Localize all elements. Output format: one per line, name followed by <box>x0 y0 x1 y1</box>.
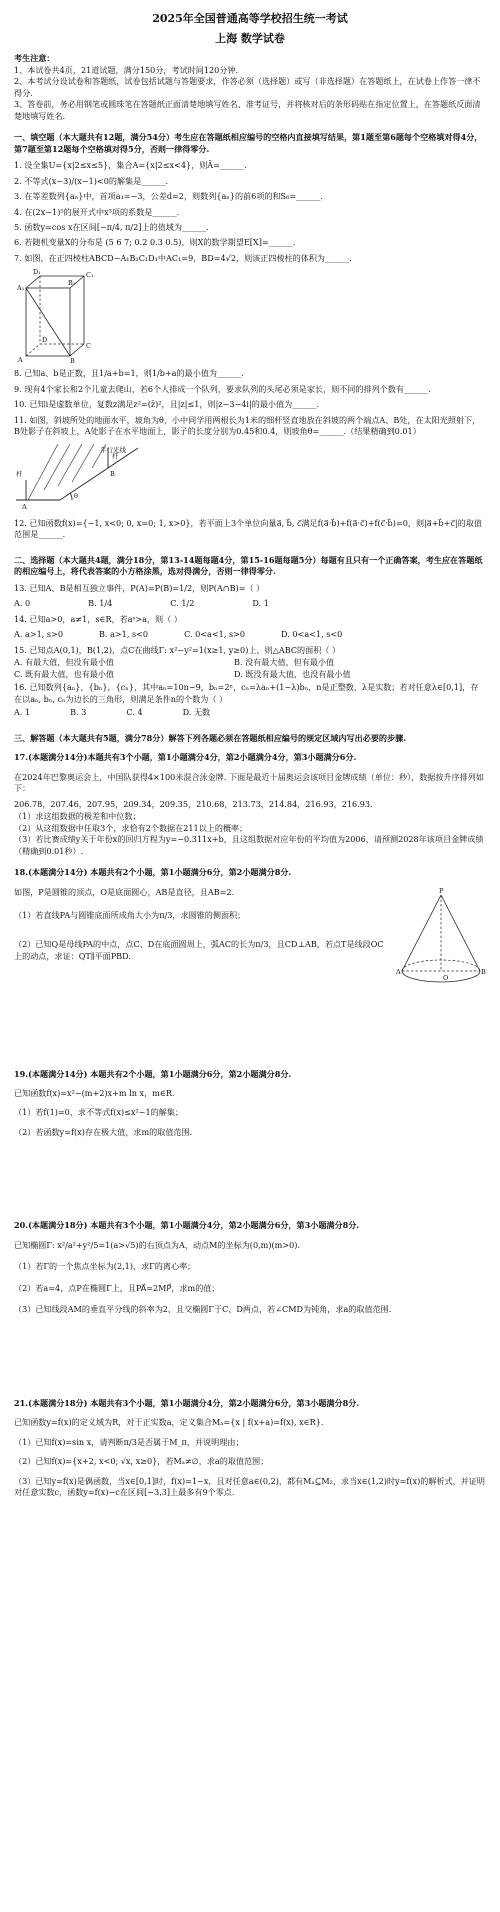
option: B. 1/4 <box>88 598 113 609</box>
prism-figure <box>14 268 94 364</box>
question-20-part2: （2）若a=4，点P在椭圆Γ上，且PA⃗=2MP⃗，求m的值； <box>14 1282 220 1293</box>
slope-figure <box>14 442 144 514</box>
question-14: 14. 已知a>0，a≠1，s∈R，若aˢ>a，则（ ） <box>14 613 182 624</box>
slope-label: 杆 <box>112 451 119 460</box>
question-19-part2: （2）若函数y=f(x)存在极大值，求m的取值范围. <box>14 1126 193 1137</box>
notice-heading: 考生注意： <box>14 53 55 64</box>
question-21-body: 已知函数y=f(x)的定义域为R，对于正实数a，定义集合Mₐ={x | f(x+a)=f(x), x∈R}. <box>14 1417 324 1428</box>
question-17-part3: （3）若比赛成绩y关于年份x的回归方程为y=−0.311x+b，且这组数据对应年份的平均值为2006，请预测2028年该项目金牌成绩（精确到0.01秒）. <box>14 834 484 856</box>
question-21-heading: 21.(本题满分18分) 本题共有3个小题，第1小题满分4分，第2小题满分6分，第3小题满分8分. <box>14 1397 360 1408</box>
question-18-body: 如图，P是圆锥的顶点，O是底面圆心，AB是直径，且AB=2. <box>14 886 235 897</box>
option: B. 3 <box>70 707 87 718</box>
option: D. 1 <box>252 598 269 609</box>
answer-space <box>14 1320 486 1390</box>
slope-label: 杆 <box>16 469 23 478</box>
option: C. 4 <box>126 707 143 718</box>
question-1: 1. 设全集U={x|2≤x≤5}，集合A={x|2≤x<4}，则Ā=______. <box>14 160 247 171</box>
question-18-part1: （1）若直线PA与圆锥底面所成角大小为π/3，求圆锥的侧面积； <box>14 909 246 920</box>
question-3: 3. 在等差数列{aₙ}中，首项a₁=−3，公差d=2，则数列{aₙ}的前6项的和S₆=______. <box>14 191 323 202</box>
prism-label: C <box>86 342 91 351</box>
question-20-body: 已知椭圆Γ: x²/a²+y²/5=1(a>√5)的右顶点为A，动点M的坐标为(0,m)(m>0). <box>14 1239 300 1250</box>
question-16: 16. 已知数列{aₙ}，{bₙ}，{cₙ}，其中aₙ=10n−9，bₙ=2ⁿ，cₙ=λaₙ+(1−λ)bₙ，n是正整数，λ是实数；若对任意λ∈[0,1]，存在以aₙ, bₙ, cₙ为边长的三角形，则满足条件n的个数为（ ） <box>14 682 479 704</box>
prism-label: D₁ <box>33 268 41 277</box>
question-18-part2: （2）已知Q是母线PA的中点，点C、D在底面圆周上，弧AC的长为π/3，且CD⊥AB，若点T是线段OC上的动点，求证：QT∥平面PBD. <box>14 939 384 961</box>
question-17-heading: 17.(本题满分14分)本题共有3个小题，第1小题满分4分，第2小题满分4分，第3小题满分6分. <box>14 752 357 763</box>
option: D. 既没有最大值，也没有最小值 <box>234 668 351 679</box>
question-20-part1: （1）若Γ的一个焦点坐标为(2,1)，求Γ的离心率； <box>14 1261 196 1272</box>
question-21-part2: （2）已知f(x)={x+2, x<0; √x, x≥0}，若Mₐ≠∅，求a的取值范围； <box>14 1456 269 1467</box>
cone-label: B <box>481 967 486 976</box>
answer-space <box>14 991 486 1061</box>
question-18-text <box>14 887 386 967</box>
option: B. 没有最大值，但有最小值 <box>234 657 335 668</box>
question-17-part2: （2）从这组数据中任取3个，求恰有2个数据在211以上的概率； <box>14 822 248 833</box>
question-7: 7. 如图，在正四棱柱ABCD−A₁B₁C₁D₁中AC₁=9，BD=4√2，则该正四棱柱的体积为______. <box>14 252 352 263</box>
prism-label: C₁ <box>86 271 94 280</box>
notice-line: 2、本考试分设试卷和答题纸，试卷包括试题与答题要求，作答必须（选择题）或写（非选择题）在答题纸上，在试卷上作答一律不得分. <box>14 76 481 98</box>
question-19-heading: 19.(本题满分14分) 本题共有2个小题，第1小题满分6分，第2小题满分8分. <box>14 1068 292 1079</box>
question-13: 13. 已知A、B是相互独立事件，P(A)=P(B)=1/2，则P(A∩B)=（ ） <box>14 582 265 593</box>
slope-label: 平行光线 <box>100 445 126 454</box>
question-21-part3: （3）已知y=f(x)是偶函数，当x∈[0,1]时，f(x)=1−x，且对任意a∈(0,2)，都有Mₐ⊆M₂，求当x∈(1,2)时y=f(x)的解析式，并证明对任意实数c，函数y=f(x)−c在区间[−3,3]上最多有9个零点. <box>14 1475 485 1498</box>
cone-label: P <box>439 886 444 895</box>
notice-line: 1、本试卷共4页，21道试题，满分150分，考试时间120分钟. <box>14 64 239 75</box>
question-18-heading: 18.(本题满分14分) 本题共有2个小题，第1小题满分6分，第2小题满分8分. <box>14 867 292 878</box>
prism-label: B <box>70 357 75 365</box>
option: D. 无数 <box>182 707 211 718</box>
answer-space <box>14 1142 486 1212</box>
option: A. 有最大值，但没有最小值 <box>14 657 115 668</box>
question-20-heading: 20.(本题满分18分) 本题共有3个小题，第1小题满分4分，第2小题满分6分，第3小题满分8分. <box>14 1220 360 1231</box>
option: C. 既有最大值，也有最小值 <box>14 668 115 679</box>
question-18-block <box>14 887 486 991</box>
prism-label: A₁ <box>17 284 25 293</box>
question-19-body: 已知函数f(x)=x²−(m+2)x+m ln x，m∈R. <box>14 1087 175 1098</box>
q16-options <box>14 707 486 718</box>
slope-label: θ <box>74 491 78 500</box>
question-20-part3: （3）已知线段AM的垂直平分线的斜率为2，且交椭圆Γ于C、D两点，若∠CMD为钝角，求a的取值范围. <box>14 1304 392 1315</box>
question-4: 4. 在(2x−1)⁵的展开式中x³项的系数是______. <box>14 206 180 217</box>
prism-label: A <box>18 356 23 365</box>
q15-options <box>14 657 486 680</box>
section1-heading: 一、填空题（本大题共有12题，满分54分）考生应在答题纸相应编号的空格内直接填写结果，第1题至第6题每个空格填对得4分，第7题至第12题每个空格填对得5分，否则一律得零分. <box>14 132 483 154</box>
question-6: 6. 若随机变量X的分布是 (5 6 7; 0.2 0.3 0.5)，则X的数学期望E[X]=______. <box>14 237 296 248</box>
notice-line: 3、答卷前，务必用钢笔或圆珠笔在答题纸正面清楚地填写姓名、准考证号，并将核对后的条形码贴在指定位置上，在答题纸反面清楚地填写姓名. <box>14 99 481 121</box>
section3-heading: 三、解答题（本大题共有5题，满分78分）解答下列各题必须在答题纸相应编号的规定区域内写出必要的步骤. <box>14 732 407 743</box>
option: C. 1/2 <box>170 598 195 609</box>
prism-label: B₁ <box>68 279 76 288</box>
exam-title: 2025年全国普通高等学校招生统一考试 <box>152 12 348 25</box>
question-5: 5. 函数y=cos x在区间[−π/4, π/2]上的值域为______. <box>14 222 209 232</box>
option: D. 0<a<1, s<0 <box>281 629 343 640</box>
question-17-body: 在2024年巴黎奥运会上，中国队获得4×100米混合泳金牌. 下面是最近十届奥运会该项目金牌成绩（单位：秒），数据按升序排列如下： <box>14 771 484 794</box>
section2-heading: 二、选择题（本大题共4题，满分18分，第13-14题每题4分，第15-16题每题5分）每题有且只有一个正确答案，考生应在答题纸的相应编号上，将代表答案的小方格涂黑，选对得满分，否则一律得零分. <box>14 554 483 577</box>
question-17-part1: （1）求这组数据的极差和中位数； <box>14 811 141 822</box>
question-11: 11. 如图，斜坡所处的地面水平，坡角为θ，小中同学用两根长为1米的细杆竖直地放在斜坡的两个端点A、B处，在太阳光照射下，B处影子在斜坡上，A处影子在水平地面上，影子的长度分别为0.45和0.4，则坡角θ=______.（结果精确到0.01） <box>14 414 481 437</box>
question-12: 12. 已知函数f(x)={−1, x<0; 0, x=0; 1, x>0}，若平面上3个单位向量a⃗, b⃗, c⃗满足f(a⃗·b⃗)+f(a⃗·c⃗)+f(c⃗·b⃗)=0，则|a⃗+b⃗+c⃗|的取值范围是______. <box>14 517 482 540</box>
exam-subtitle: 上海 数学试卷 <box>215 31 285 45</box>
prism-label: D <box>42 336 48 345</box>
option: C. 0<a<1, s>0 <box>184 629 246 640</box>
slope-label: A <box>22 502 27 511</box>
option: A. a>1, s>0 <box>14 629 63 640</box>
q13-options <box>14 598 486 609</box>
option: A. 1 <box>14 707 31 718</box>
question-21-part1: （1）已知f(x)=sin x，请判断π/3是否属于M_π，并说明理由； <box>14 1436 244 1447</box>
question-9: 9. 现有4个家长和2个儿童去爬山，若6个人排成一个队列，要求队列的头尾必须是家长，则不同的排列个数有______. <box>14 383 431 394</box>
question-15: 15. 已知点A(0,1)，B(1,2)，点C在曲线Γ: x²−y²=1(x≥1, y≥0)上，则△ABC的面积（ ） <box>14 644 341 655</box>
question-10: 10. 已知i是虚数单位，复数z满足z²=(z̄)²，且|z|≤1，则|z−3−4i|的最小值为______. <box>14 399 320 410</box>
option: A. 0 <box>14 598 31 609</box>
question-8: 8. 已知a、b是正数，且1/a+b=1，则1/b+a的最小值为______. <box>14 368 244 379</box>
q14-options <box>14 629 486 640</box>
question-2: 2. 不等式(x−3)/(x−1)<0的解集是______. <box>14 175 169 186</box>
question-19-part1: （1）若f(1)=0，求不等式f(x)≤x²−1的解集； <box>14 1107 184 1118</box>
cone-figure <box>396 887 486 991</box>
question-17-data: 206.78，207.46，207.95，209.34，209.35，210.68，213.73，214.84，216.93，216.93. <box>14 798 373 809</box>
slope-label: B <box>110 469 115 478</box>
option: B. a>1, s<0 <box>98 629 149 640</box>
cone-label: O <box>443 973 449 982</box>
cone-label: A <box>396 967 401 976</box>
